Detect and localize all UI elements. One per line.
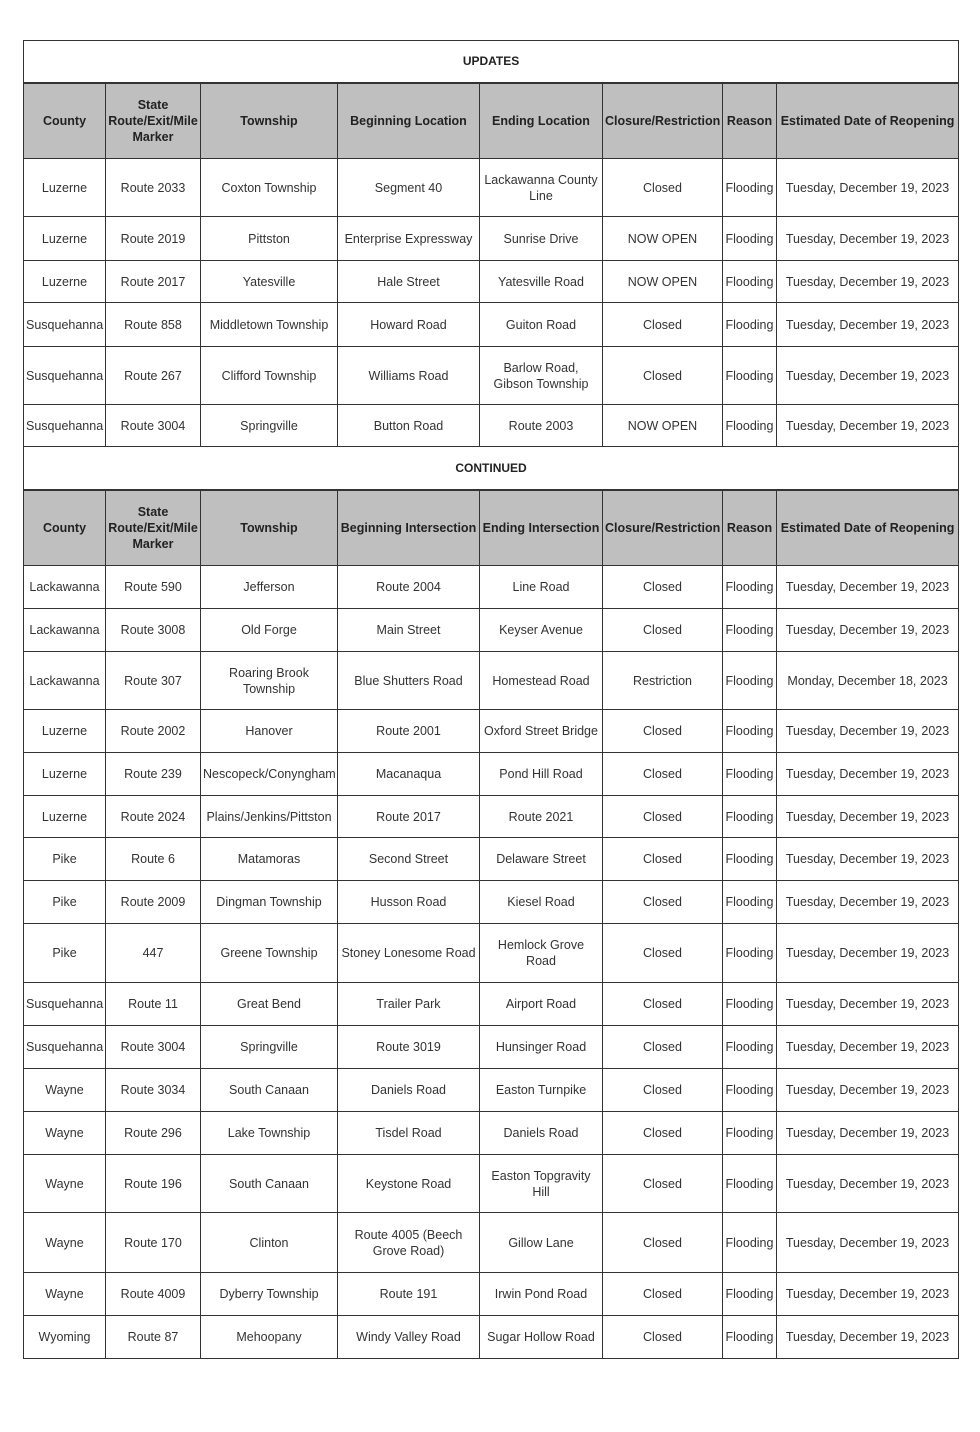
table-row — [24, 838, 959, 881]
table-cell: Closed — [603, 1069, 723, 1112]
table-cell: Route 267 — [106, 347, 201, 405]
table-cell: Tuesday, December 19, 2023 — [777, 1112, 959, 1155]
table-cell: Route 2019 — [106, 217, 201, 261]
table-cell: Route 858 — [106, 303, 201, 347]
table-cell: Tisdel Road — [338, 1112, 480, 1155]
table-cell: Pond Hill Road — [480, 753, 603, 796]
table-cell: Flooding — [723, 405, 777, 447]
table-cell: Closed — [603, 1026, 723, 1069]
table-cell: Trailer Park — [338, 983, 480, 1026]
table-cell: NOW OPEN — [603, 405, 723, 447]
table-cell: Jefferson — [201, 566, 338, 609]
table-cell: Yatesville Road — [480, 261, 603, 303]
table-cell: Tuesday, December 19, 2023 — [777, 1155, 959, 1213]
table-cell: Luzerne — [24, 796, 106, 838]
table-row — [24, 217, 959, 261]
table-cell: Flooding — [723, 1155, 777, 1213]
table-cell: Tuesday, December 19, 2023 — [777, 405, 959, 447]
table-cell: Closed — [603, 1112, 723, 1155]
table-cell: Lake Township — [201, 1112, 338, 1155]
table-cell: Tuesday, December 19, 2023 — [777, 1213, 959, 1273]
table-cell: Mehoopany — [201, 1316, 338, 1359]
table-cell: Flooding — [723, 983, 777, 1026]
table-cell: Route 191 — [338, 1273, 480, 1316]
table-cell: Closed — [603, 347, 723, 405]
table-cell: Tuesday, December 19, 2023 — [777, 1316, 959, 1359]
table-cell: Flooding — [723, 1213, 777, 1273]
table-cell: Route 3004 — [106, 405, 201, 447]
table-cell: Williams Road — [338, 347, 480, 405]
updates-body — [24, 41, 959, 447]
table-row — [24, 983, 959, 1026]
column-header: Reason — [723, 83, 777, 159]
table-cell: Tuesday, December 19, 2023 — [777, 796, 959, 838]
section-title: UPDATES — [24, 41, 959, 83]
table-row — [24, 303, 959, 347]
table-cell: Tuesday, December 19, 2023 — [777, 303, 959, 347]
table-cell: Nescopeck/Conyngham — [201, 753, 338, 796]
table-cell: Flooding — [723, 1026, 777, 1069]
table-cell: Clinton — [201, 1213, 338, 1273]
table-cell: Macanaqua — [338, 753, 480, 796]
table-cell: Closed — [603, 838, 723, 881]
table-row — [24, 796, 959, 838]
table-cell: Hunsinger Road — [480, 1026, 603, 1069]
table-row — [24, 753, 959, 796]
table-cell: Route 2003 — [480, 405, 603, 447]
table-row — [24, 261, 959, 303]
table-cell: Daniels Road — [480, 1112, 603, 1155]
table-cell: Line Road — [480, 566, 603, 609]
table-cell: Hemlock Grove Road — [480, 924, 603, 983]
table-cell: Irwin Pond Road — [480, 1273, 603, 1316]
table-cell: Tuesday, December 19, 2023 — [777, 924, 959, 983]
table-cell: Flooding — [723, 1273, 777, 1316]
table-cell: Susquehanna — [24, 347, 106, 405]
table-cell: Closed — [603, 924, 723, 983]
table-cell: South Canaan — [201, 1069, 338, 1112]
table-cell: Pike — [24, 838, 106, 881]
table-cell: Flooding — [723, 1112, 777, 1155]
table-cell: Closed — [603, 796, 723, 838]
table-cell: Great Bend — [201, 983, 338, 1026]
table-cell: Route 3034 — [106, 1069, 201, 1112]
table-cell: Tuesday, December 19, 2023 — [777, 261, 959, 303]
table-cell: Keyser Avenue — [480, 609, 603, 652]
table-row — [24, 1026, 959, 1069]
table-cell: Greene Township — [201, 924, 338, 983]
table-cell: Daniels Road — [338, 1069, 480, 1112]
table-row — [24, 652, 959, 710]
table-cell: Flooding — [723, 347, 777, 405]
table-cell: NOW OPEN — [603, 261, 723, 303]
table-cell: Closed — [603, 303, 723, 347]
updates-title-row — [24, 41, 959, 83]
table-cell: Closed — [603, 1273, 723, 1316]
table-cell: Keystone Road — [338, 1155, 480, 1213]
table-cell: Lackawanna — [24, 609, 106, 652]
table-cell: Tuesday, December 19, 2023 — [777, 1273, 959, 1316]
table-cell: NOW OPEN — [603, 217, 723, 261]
table-cell: Route 3004 — [106, 1026, 201, 1069]
table-cell: Dingman Township — [201, 881, 338, 924]
table-cell: Springville — [201, 1026, 338, 1069]
table-row — [24, 1112, 959, 1155]
table-cell: Tuesday, December 19, 2023 — [777, 609, 959, 652]
table-cell: Route 2017 — [106, 261, 201, 303]
table-cell: Route 2021 — [480, 796, 603, 838]
table-cell: Route 2033 — [106, 159, 201, 217]
table-cell: Sugar Hollow Road — [480, 1316, 603, 1359]
table-cell: Second Street — [338, 838, 480, 881]
table-row — [24, 1069, 959, 1112]
table-cell: Route 4009 — [106, 1273, 201, 1316]
table-row — [24, 924, 959, 983]
table-cell: Route 2017 — [338, 796, 480, 838]
table-cell: Flooding — [723, 710, 777, 753]
table-cell: Flooding — [723, 609, 777, 652]
column-header: Beginning Location — [338, 83, 480, 159]
table-cell: Closed — [603, 1213, 723, 1273]
table-cell: Closed — [603, 753, 723, 796]
table-cell: Route 2001 — [338, 710, 480, 753]
table-cell: Roaring Brook Township — [201, 652, 338, 710]
table-cell: Homestead Road — [480, 652, 603, 710]
table-cell: Hanover — [201, 710, 338, 753]
column-header: State Route/Exit/Mile Marker — [106, 490, 201, 566]
table-cell: Lackawanna — [24, 566, 106, 609]
table-row — [24, 881, 959, 924]
table-cell: Delaware Street — [480, 838, 603, 881]
table-cell: Windy Valley Road — [338, 1316, 480, 1359]
table-cell: Button Road — [338, 405, 480, 447]
column-header: Ending Intersection — [480, 490, 603, 566]
table-cell: Restriction — [603, 652, 723, 710]
table-cell: Tuesday, December 19, 2023 — [777, 159, 959, 217]
table-cell: Husson Road — [338, 881, 480, 924]
table-cell: Yatesville — [201, 261, 338, 303]
table-cell: Tuesday, December 19, 2023 — [777, 753, 959, 796]
table-cell: Flooding — [723, 652, 777, 710]
header-row — [24, 83, 959, 159]
table-cell: Pittston — [201, 217, 338, 261]
table-cell: Monday, December 18, 2023 — [777, 652, 959, 710]
table-cell: Middletown Township — [201, 303, 338, 347]
table-cell: Route 2024 — [106, 796, 201, 838]
column-header: Township — [201, 490, 338, 566]
table-cell: Plains/Jenkins/Pittston — [201, 796, 338, 838]
table-cell: Closed — [603, 609, 723, 652]
table-cell: Barlow Road, Gibson Township — [480, 347, 603, 405]
table-row — [24, 159, 959, 217]
table-cell: Flooding — [723, 159, 777, 217]
table-cell: Guiton Road — [480, 303, 603, 347]
table-cell: Kiesel Road — [480, 881, 603, 924]
table-cell: Wayne — [24, 1069, 106, 1112]
table-cell: Flooding — [723, 796, 777, 838]
table-cell: Closed — [603, 1316, 723, 1359]
table-cell: Lackawanna County Line — [480, 159, 603, 217]
table-cell: Luzerne — [24, 710, 106, 753]
column-header: Closure/Restriction — [603, 490, 723, 566]
table-cell: Easton Turnpike — [480, 1069, 603, 1112]
table-cell: Route 590 — [106, 566, 201, 609]
table-cell: Luzerne — [24, 159, 106, 217]
table-cell: Blue Shutters Road — [338, 652, 480, 710]
table-cell: Closed — [603, 983, 723, 1026]
table-cell: Wyoming — [24, 1316, 106, 1359]
table-cell: Dyberry Township — [201, 1273, 338, 1316]
table-cell: Tuesday, December 19, 2023 — [777, 881, 959, 924]
table-cell: Route 170 — [106, 1213, 201, 1273]
column-header: Closure/Restriction — [603, 83, 723, 159]
table-cell: Tuesday, December 19, 2023 — [777, 1026, 959, 1069]
table-cell: Main Street — [338, 609, 480, 652]
table-cell: Flooding — [723, 303, 777, 347]
table-cell: Route 6 — [106, 838, 201, 881]
column-header: State Route/Exit/Mile Marker — [106, 83, 201, 159]
table-cell: Wayne — [24, 1273, 106, 1316]
table-cell: Flooding — [723, 924, 777, 983]
table-cell: Luzerne — [24, 217, 106, 261]
table-cell: Susquehanna — [24, 303, 106, 347]
table-cell: Easton Topgravity Hill — [480, 1155, 603, 1213]
table-cell: Closed — [603, 1155, 723, 1213]
table-cell: Tuesday, December 19, 2023 — [777, 1069, 959, 1112]
table-cell: South Canaan — [201, 1155, 338, 1213]
table-cell: Route 239 — [106, 753, 201, 796]
table-cell: Flooding — [723, 261, 777, 303]
table-cell: Tuesday, December 19, 2023 — [777, 710, 959, 753]
continued-body — [24, 447, 959, 1359]
table-cell: Wayne — [24, 1155, 106, 1213]
table-cell: Route 2009 — [106, 881, 201, 924]
table-cell: Route 11 — [106, 983, 201, 1026]
column-header: Township — [201, 83, 338, 159]
table-cell: Flooding — [723, 881, 777, 924]
table-row — [24, 405, 959, 447]
table-cell: Tuesday, December 19, 2023 — [777, 217, 959, 261]
table-cell: Closed — [603, 881, 723, 924]
table-cell: Flooding — [723, 1069, 777, 1112]
table-cell: Matamoras — [201, 838, 338, 881]
table-cell: Tuesday, December 19, 2023 — [777, 983, 959, 1026]
table-cell: Enterprise Expressway — [338, 217, 480, 261]
table-cell: Coxton Township — [201, 159, 338, 217]
table-cell: Stoney Lonesome Road — [338, 924, 480, 983]
table-cell: Luzerne — [24, 753, 106, 796]
table-cell: Pike — [24, 924, 106, 983]
table-cell: Route 4005 (Beech Grove Road) — [338, 1213, 480, 1273]
table-cell: Wayne — [24, 1112, 106, 1155]
table-cell: Route 2004 — [338, 566, 480, 609]
table-cell: Sunrise Drive — [480, 217, 603, 261]
column-header: Estimated Date of Reopening — [777, 490, 959, 566]
table-cell: Tuesday, December 19, 2023 — [777, 347, 959, 405]
table-cell: Howard Road — [338, 303, 480, 347]
table-cell: Route 296 — [106, 1112, 201, 1155]
table-row — [24, 1213, 959, 1273]
table-row — [24, 609, 959, 652]
continued-title-row — [24, 447, 959, 490]
table-cell: Route 196 — [106, 1155, 201, 1213]
continued-table — [23, 446, 959, 1359]
table-row — [24, 1155, 959, 1213]
table-cell: Route 2002 — [106, 710, 201, 753]
table-cell: Springville — [201, 405, 338, 447]
table-cell: Route 87 — [106, 1316, 201, 1359]
table-cell: Susquehanna — [24, 983, 106, 1026]
column-header: Beginning Intersection — [338, 490, 480, 566]
table-cell: Route 3019 — [338, 1026, 480, 1069]
table-cell: Closed — [603, 710, 723, 753]
table-cell: Hale Street — [338, 261, 480, 303]
table-cell: Segment 40 — [338, 159, 480, 217]
table-cell: Route 307 — [106, 652, 201, 710]
table-cell: Lackawanna — [24, 652, 106, 710]
table-cell: Wayne — [24, 1213, 106, 1273]
table-cell: Gillow Lane — [480, 1213, 603, 1273]
table-cell: Flooding — [723, 566, 777, 609]
table-cell: Tuesday, December 19, 2023 — [777, 566, 959, 609]
table-cell: Susquehanna — [24, 1026, 106, 1069]
section-title: CONTINUED — [24, 447, 959, 490]
header-row — [24, 490, 959, 566]
table-cell: Closed — [603, 159, 723, 217]
table-cell: Flooding — [723, 217, 777, 261]
table-row — [24, 1273, 959, 1316]
column-header: County — [24, 490, 106, 566]
table-row — [24, 1316, 959, 1359]
updates-table — [23, 40, 959, 447]
table-cell: Luzerne — [24, 261, 106, 303]
table-cell: Flooding — [723, 838, 777, 881]
table-cell: Tuesday, December 19, 2023 — [777, 838, 959, 881]
column-header: Estimated Date of Reopening — [777, 83, 959, 159]
column-header: Ending Location — [480, 83, 603, 159]
table-cell: 447 — [106, 924, 201, 983]
table-cell: Closed — [603, 566, 723, 609]
table-cell: Airport Road — [480, 983, 603, 1026]
table-row — [24, 710, 959, 753]
table-cell: Clifford Township — [201, 347, 338, 405]
column-header: Reason — [723, 490, 777, 566]
table-cell: Flooding — [723, 1316, 777, 1359]
table-cell: Old Forge — [201, 609, 338, 652]
table-cell: Flooding — [723, 753, 777, 796]
table-row — [24, 566, 959, 609]
table-cell: Pike — [24, 881, 106, 924]
table-cell: Route 3008 — [106, 609, 201, 652]
table-cell: Oxford Street Bridge — [480, 710, 603, 753]
table-row — [24, 347, 959, 405]
column-header: County — [24, 83, 106, 159]
table-cell: Susquehanna — [24, 405, 106, 447]
